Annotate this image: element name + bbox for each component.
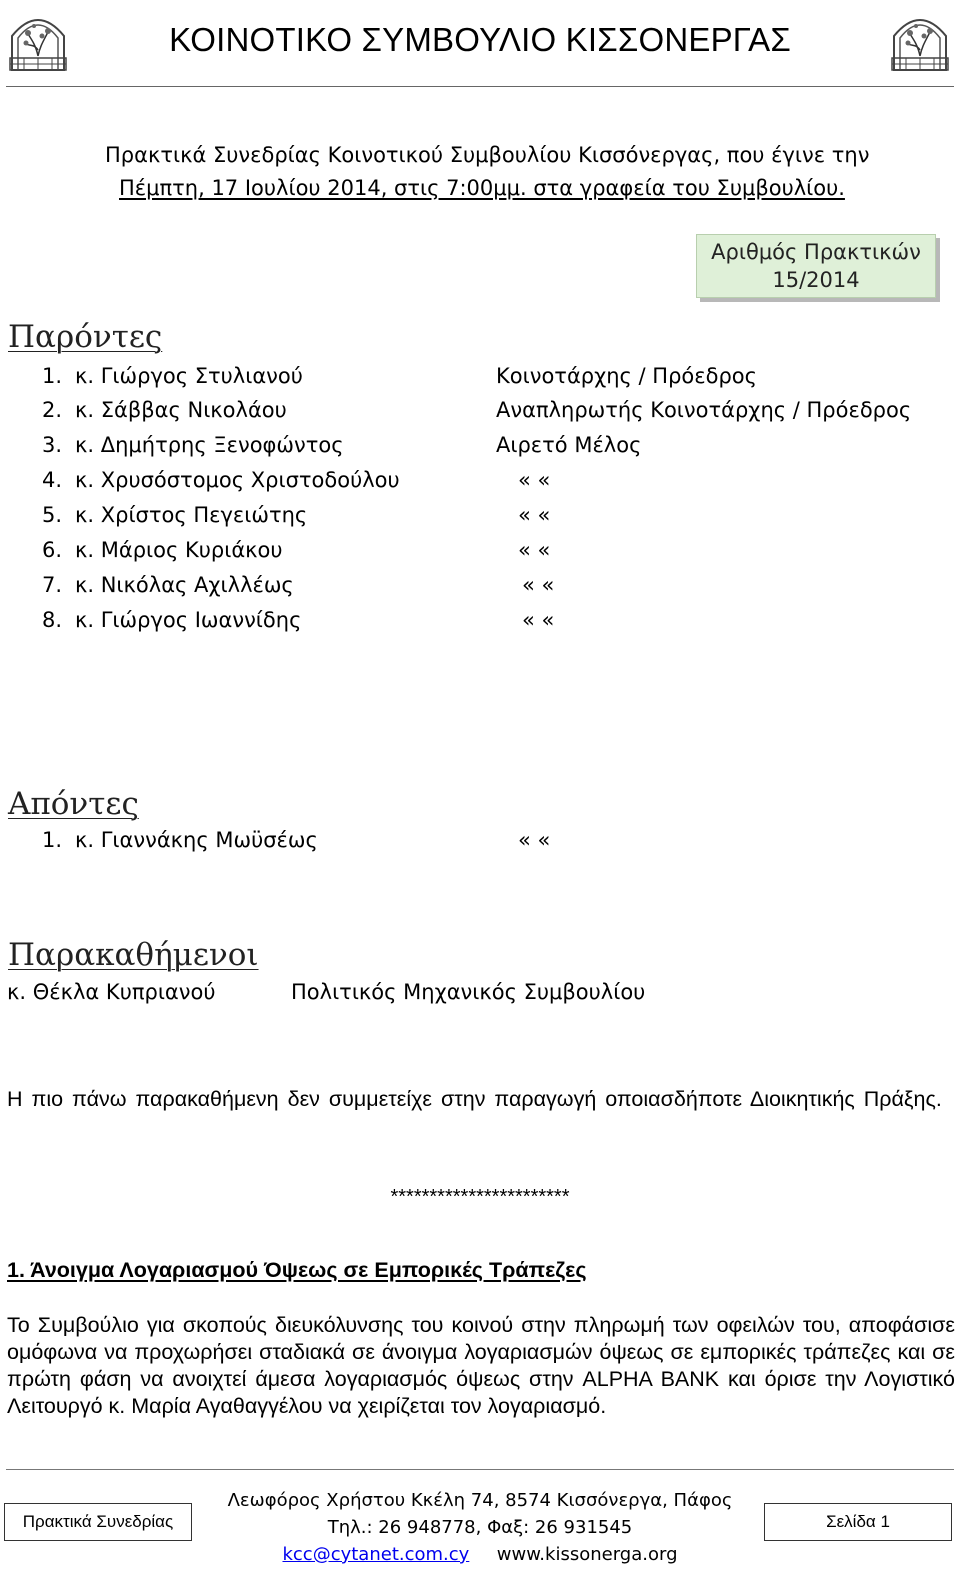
member-role: « « — [522, 608, 555, 632]
intro-line-1: Πρακτικά Συνεδρίας Κοινοτικού Συμβουλίου Κισσόνεργας, που έγινε την — [105, 143, 870, 167]
member-role: « « — [522, 573, 555, 597]
member-number: 1. — [42, 364, 63, 388]
member-role: Αναπληρωτής Κοινοτάρχης / Πρόεδρος — [496, 398, 912, 422]
attending-role: Πολιτικός Μηχανικός Συμβουλίου — [291, 980, 646, 1004]
footer-website[interactable]: www.kissonerga.org — [496, 1544, 678, 1565]
member-number: 2. — [42, 398, 63, 422]
member-name: κ. Γιώργος Ιωαννίδης — [75, 608, 302, 632]
member-name: κ. Νικόλας Αχιλλέως — [75, 573, 294, 597]
absent-member-number: 1. — [42, 828, 63, 852]
footer-phone: Τηλ.: 26 948778, Φαξ: 26 931545 — [327, 1517, 633, 1538]
footer-divider — [6, 1469, 954, 1470]
attending-note: Η πιο πάνω παρακαθήμενη δεν συμμετείχε στην παραγωγή οποιασδήποτε Διοικητικής Πράξης. — [7, 1087, 942, 1111]
member-name: κ. Μάριος Κυριάκου — [75, 538, 283, 562]
member-name: κ. Δημήτρης Ξενοφώντος — [75, 433, 344, 457]
intro-line-2: Πέμπτη, 17 Ιουλίου 2014, στις 7:00μμ. στα γραφεία του Συμβουλίου. — [119, 176, 845, 200]
member-number: 4. — [42, 468, 63, 492]
member-name: κ. Χρίστος Πεγειώτης — [75, 503, 308, 527]
footer-address: Λεωφόρος Χρήστου Κκέλη 74, 8574 Κισσόνεργα, Πάφος — [227, 1490, 733, 1511]
absent-member-role: « « — [518, 828, 551, 852]
page-title: ΚΟΙΝΟΤΙΚΟ ΣΥΜΒΟΥΛΙΟ ΚΙΣΣΟΝΕΡΓΑΣ — [169, 21, 791, 58]
agenda-item-body: Το Συμβούλιο για σκοπούς διευκόλυνσης του κοινού στην πληρωμή των οφειλών του, αποφάσισε ομόφωνα να προχωρήσει σταδιακά σε άνοιγμα λογαριασμών όψεως σε εμπορικές τράπεζες και σε πρώτη φάση να ανοιχτεί άμεσα λογαριασμός όψεως στην ALPHA BANK και όρισε την Λογιστικό Λειτουργό κ. Μαρία Αγαθαγγέλου να χειρίζεται τον λογαριασμό. — [7, 1313, 955, 1418]
header-divider — [6, 86, 954, 87]
member-role: « « — [518, 538, 551, 562]
member-number: 5. — [42, 503, 63, 527]
minutes-number-box — [696, 234, 936, 298]
member-number: 6. — [42, 538, 63, 562]
absent-heading: Απόντες — [8, 786, 139, 822]
minutes-box-label: Αριθμός Πρακτικών — [711, 240, 921, 264]
present-heading: Παρόντες — [8, 319, 163, 355]
member-role: Κοινοτάρχης / Πρόεδρος — [496, 364, 757, 388]
member-role: « « — [518, 468, 551, 492]
member-name: κ. Χρυσόστομος Χριστοδούλου — [75, 468, 400, 492]
attending-heading: Παρακαθήμενοι — [8, 937, 259, 973]
footer-page-number: Σελίδα 1 — [764, 1503, 952, 1541]
footer-document-label: Πρακτικά Συνεδρίας — [4, 1503, 192, 1541]
member-role: « « — [518, 503, 551, 527]
footer-contact — [200, 1541, 760, 1568]
agenda-item-heading: 1. Άνοιγμα Λογαριασμού Όψεως σε Εμπορικές Τράπεζες — [7, 1258, 587, 1282]
member-number: 8. — [42, 608, 63, 632]
member-role: Αιρετό Μέλος — [496, 433, 642, 457]
member-name: κ. Σάββας Νικολάου — [75, 398, 287, 422]
member-number: 7. — [42, 573, 63, 597]
member-number: 3. — [42, 433, 63, 457]
minutes-box-number: 15/2014 — [772, 268, 860, 292]
member-name: κ. Γιώργος Στυλιανού — [75, 364, 303, 388]
section-separator: *********************** — [390, 1186, 570, 1208]
footer-email-link[interactable]: kcc@cytanet.com.cy — [282, 1544, 470, 1565]
attending-name: κ. Θέκλα Κυπριανού — [7, 980, 216, 1004]
absent-member-name: κ. Γιαννάκης Μωϋσέως — [75, 828, 318, 852]
